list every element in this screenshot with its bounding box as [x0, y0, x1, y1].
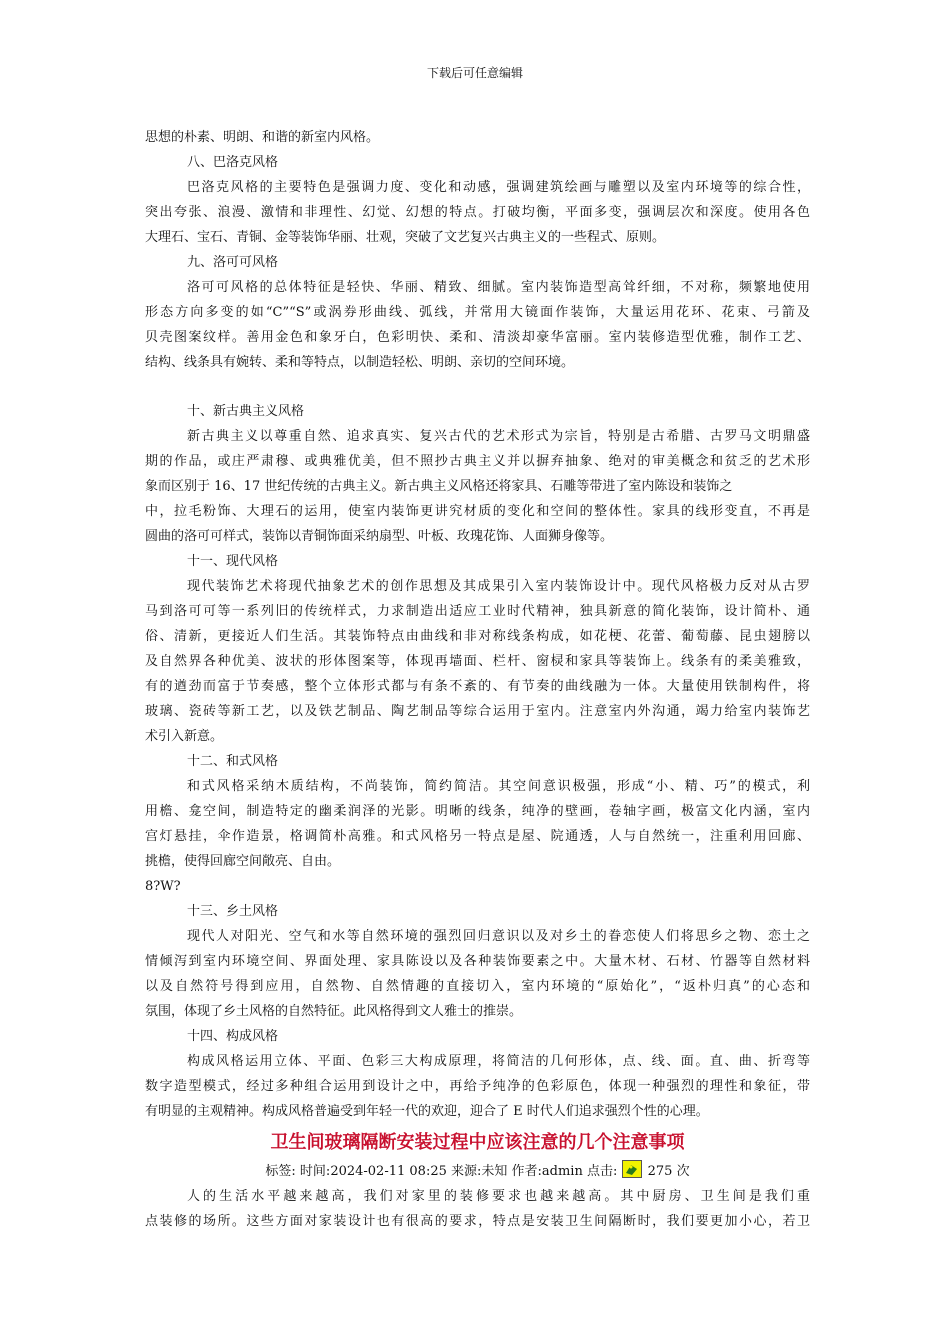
- paragraph-line: 突出夸张、浪漫、激情和非理性、幻觉、幻想的特点。打破均衡，平面多变，强调层次和深度。使用各色: [145, 205, 810, 220]
- paragraph-line: 人的生活水平越来越高，我们对家里的装修要求也越来越高。其中厨房、卫生间是我们重: [187, 1189, 810, 1204]
- paragraph-line: 期的作品，或庄严肃穆、或典雅优美，但不照抄古典主义并以摒弃抽象、绝对的审美概念和贫乏的艺术形: [145, 454, 810, 469]
- paragraph-line: 形态方向多变的如“C”“S”或涡券形曲线、弧线，并常用大镜面作装饰，大量运用花环、花束、弓箭及: [145, 305, 810, 320]
- paragraph-line: 现代人对阳光、空气和水等自然环境的强烈回归意识以及对乡土的眷恋使人们将思乡之物、恋土之: [187, 929, 810, 944]
- paragraph-line: 洛可可风格的总体特征是轻快、华丽、精致、细腻。室内装饰造型高耸纤细，不对称，频繁地使用: [187, 280, 810, 295]
- article-title: 卫生间玻璃隔断安装过程中应该注意的几个注意事项: [270, 1132, 685, 1153]
- paragraph-line: 有明显的主观精神。构成风格普遍受到年轻一代的欢迎，迎合了 E 时代人们追求强烈个性的心理。: [145, 1104, 709, 1119]
- paragraph-line: 以及自然符号得到应用，自然物、自然情趣的直接切入，室内环境的“原始化”，“返朴归真”的心态和: [145, 979, 810, 994]
- paragraph-line: 数字造型模式，经过多种组合运用到设计之中，再给予纯净的色彩原色，体现一种强烈的理性和象征，带: [145, 1079, 810, 1094]
- article-meta: [145, 1160, 810, 1184]
- section-heading: 十三、乡土风格: [187, 904, 279, 919]
- paragraph-line: 挑檐，使得回廊空间敞亮、自由。: [145, 854, 341, 869]
- paragraph-line: 点装修的场所。这些方面对家装设计也有很高的要求，特点是安装卫生间隔断时，我们要更加小心，若卫: [145, 1214, 810, 1229]
- document-body: [145, 125, 810, 1234]
- click-count: 275 次: [647, 1164, 690, 1179]
- paragraph-line: 宫灯悬挂，伞作造景，格调简朴高雅。和式风格另一特点是屋、院通透，人与自然统一，注重利用回廊、: [145, 829, 810, 844]
- paragraph-line: 思想的朴素、明朗、和谐的新室内风格。: [145, 130, 380, 145]
- paragraph-line: 象而区别于 16、17 世纪传统的古典主义。新古典主义风格还将家具、石雕等带进了室内陈设和装饰之: [145, 479, 733, 494]
- paragraph-line: 俗、清新，更接近人们生活。其装饰特点由曲线和非对称线条构成，如花梗、花蕾、葡萄藤、昆虫翅膀以: [145, 629, 810, 644]
- paragraph-line: 和式风格采纳木质结构，不尚装饰，简约简洁。其空间意识极强，形成“小、精、巧”的模式，利: [187, 779, 810, 794]
- tag-icon: [622, 1160, 642, 1178]
- blank-line: [145, 375, 810, 399]
- paragraph-line: 中，拉毛粉饰、大理石的运用，使室内装饰更讲究材质的变化和空间的整体性。家具的线形变直，不再是: [145, 504, 810, 519]
- paragraph-line: 大理石、宝石、青铜、金等装饰华丽、壮观，突破了文艺复兴古典主义的一些程式、原则。: [145, 230, 666, 245]
- paragraph-line: 有的遒劲而富于节奏感，整个立体形式都与有条不紊的、有节奏的曲线融为一体。大量使用铁制构件，将: [145, 679, 810, 694]
- paragraph-line: 结构、线条具有婉转、柔和等特点，以制造轻松、明朗、亲切的空间环境。: [145, 355, 575, 370]
- paragraph-line: 氛围，体现了乡土风格的自然特征。此风格得到文人雅士的推崇。: [145, 1004, 523, 1019]
- section-heading: 十四、构成风格: [187, 1029, 279, 1044]
- paragraph-line: 用檐、龛空间，制造特定的幽柔润泽的光影。明晰的线条，纯净的壁画，卷轴字画，极富文化内涵，室内: [145, 804, 810, 819]
- section-heading: 九、洛可可风格: [187, 255, 279, 270]
- section-heading: 八、巴洛克风格: [187, 155, 279, 170]
- paragraph-line: 马到洛可可等一系列旧的传统样式，力求制造出适应工业时代精神，独具新意的简化装饰，设计简朴、通: [145, 604, 810, 619]
- section-heading: 十一、现代风格: [187, 554, 279, 569]
- paragraph-line: 新古典主义以尊重自然、追求真实、复兴古代的艺术形式为宗旨，特别是古希腊、古罗马文明鼎盛: [187, 429, 810, 444]
- paragraph-line: 玻璃、瓷砖等新工艺，以及铁艺制品、陶艺制品等综合运用于室内。注意室内外沟通，竭力给室内装饰艺: [145, 704, 810, 719]
- paragraph-line: 构成风格运用立体、平面、色彩三大构成原理，将简洁的几何形体，点、线、面。直、曲、折弯等: [187, 1054, 810, 1069]
- paragraph-line: 情倾泻到室内环境空间、界面处理、家具陈设以及各种装饰要素之中。大量木材、石材、竹器等自然材料: [145, 954, 810, 969]
- paragraph-line: 巴洛克风格的主要特色是强调力度、变化和动感，强调建筑绘画与雕塑以及室内环境等的综合性，: [187, 180, 810, 195]
- paragraph-line: 贝壳图案纹样。善用金色和象牙白，色彩明快、柔和、清淡却豪华富丽。室内装修造型优雅，制作工艺、: [145, 330, 810, 345]
- stray-text: 8?W?: [145, 879, 181, 894]
- paragraph-line: 圆曲的洛可可样式，装饰以青铜饰面采纳扇型、叶板、玫瑰花饰、人面狮身像等。: [145, 529, 614, 544]
- section-heading: 十、新古典主义风格: [187, 404, 305, 419]
- paragraph-line: 术引入新意。: [145, 729, 224, 744]
- paragraph-line: 及自然界各种优美、波状的形体图案等，体现再墙面、栏杆、窗棂和家具等装饰上。线条有的柔美雅致，: [145, 654, 810, 669]
- page-header: 下载后可任意编辑: [426, 66, 523, 80]
- section-heading: 十二、和式风格: [187, 754, 279, 769]
- article-meta-text: 标签: 时间:2024-02-11 08:25 来源:未知 作者:admin 点击:: [265, 1164, 618, 1179]
- paragraph-line: 现代装饰艺术将现代抽象艺术的创作思想及其成果引入室内装饰设计中。现代风格极力反对从古罗: [187, 579, 810, 594]
